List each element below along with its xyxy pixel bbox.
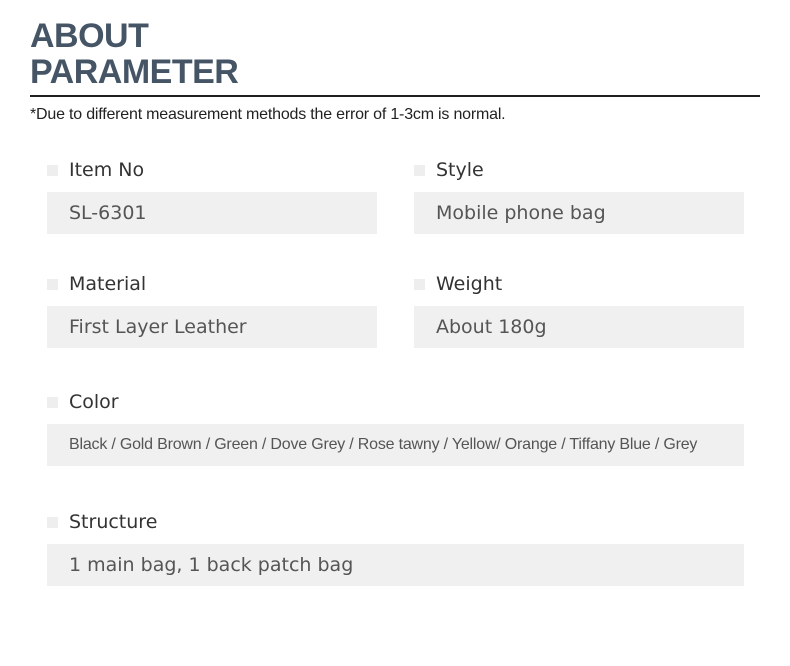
square-bullet-icon xyxy=(414,279,425,290)
measurement-note: *Due to different measurement methods the error of 1-3cm is normal. xyxy=(30,106,506,123)
square-bullet-icon xyxy=(47,517,58,528)
field-label: Weight xyxy=(436,273,503,295)
page-title xyxy=(30,18,238,90)
field-value: Mobile phone bag xyxy=(414,192,744,234)
title-line-about: ABOUT xyxy=(30,17,149,55)
title-divider xyxy=(30,95,760,97)
title-line-parameter: PARAMETER xyxy=(30,53,239,91)
square-bullet-icon xyxy=(47,397,58,408)
field-material xyxy=(47,272,377,352)
square-bullet-icon xyxy=(414,165,425,176)
field-color xyxy=(47,390,744,470)
square-bullet-icon xyxy=(47,279,58,290)
field-value: First Layer Leather xyxy=(47,306,377,348)
field-item-no xyxy=(47,158,377,238)
field-label: Style xyxy=(436,159,484,181)
field-weight xyxy=(414,272,744,352)
field-style xyxy=(414,158,744,238)
field-label: Color xyxy=(69,391,119,413)
field-value: About 180g xyxy=(414,306,744,348)
field-value: Black / Gold Brown / Green / Dove Grey / Rose tawny / Yellow/ Orange / Tiffany Blue / Grey xyxy=(47,424,744,466)
field-value: SL-6301 xyxy=(47,192,377,234)
field-structure xyxy=(47,510,744,590)
field-value: 1 main bag, 1 back patch bag xyxy=(47,544,744,586)
square-bullet-icon xyxy=(47,165,58,176)
field-label: Item No xyxy=(69,159,145,181)
field-label: Material xyxy=(69,273,147,295)
field-label: Structure xyxy=(69,511,158,533)
